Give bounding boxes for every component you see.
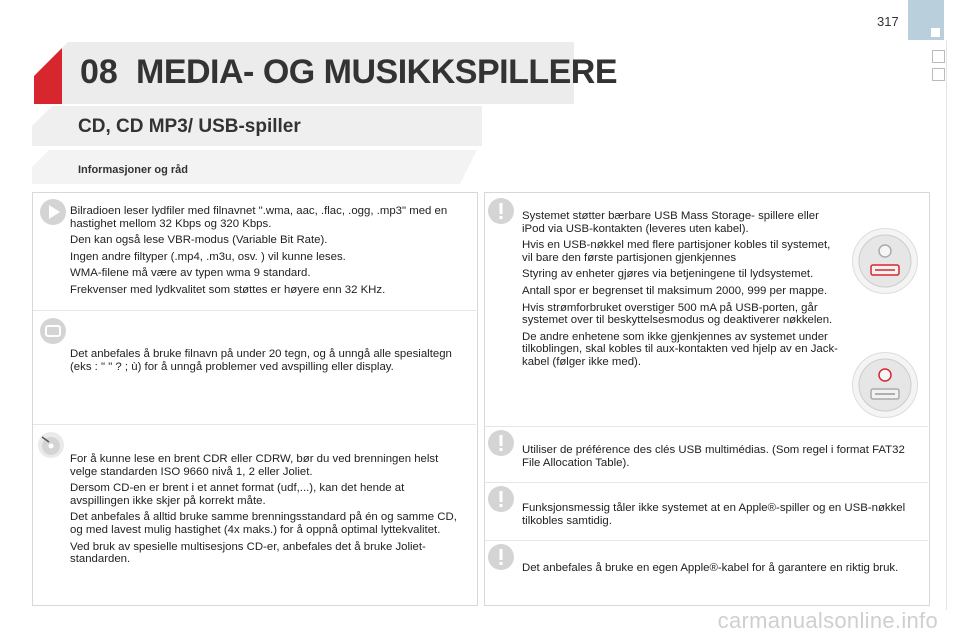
page-number: 317 [877, 14, 899, 29]
info-block-usb-format [522, 444, 918, 473]
page-edge-rule [946, 40, 947, 610]
chapter-number: 08 [80, 53, 118, 91]
paragraph: De andre enhetene som ikke gjenkjennes av systemet under tilkoblingen, skal kobles til aux-kontakten ved hjelp av en Jack-kabel (følger ikke med). [522, 330, 838, 368]
paragraph: WMA-filene må være av typen wma 9 standard. [70, 267, 311, 280]
chapter-title: MEDIA- OG MUSIKKSPILLERE [136, 53, 618, 91]
paragraph: Utiliser de préférence des clés USB multimédias. (Som regel i format FAT32 File Allocation Table). [522, 444, 905, 469]
tab-square [931, 28, 940, 37]
paragraph: Dersom CD-en er brent i et annet format (udf,...), kan det hende at avspillingen ikke skjer på korrekt måte. [70, 482, 405, 507]
paragraph: Frekvenser med lydkvalitet som støttes er høyere enn 32 KHz. [70, 283, 386, 296]
info-block-apple-usb-conflict [522, 502, 918, 531]
block-divider [33, 310, 476, 311]
side-marker-box [932, 68, 945, 81]
block-divider [485, 482, 928, 483]
disc-icon [38, 432, 64, 458]
paragraph: Systemet støtter bærbare USB Mass Storage- spillere eller iPod via USB-kontakten (leveres uten kabel). [522, 210, 819, 235]
paragraph: Bilradioen leser lydfiler med filnavnet ".wma, aac, .flac, .ogg, .mp3" med en hastighet mellom 32 Kbps og 320 Kbps. [70, 205, 448, 230]
paragraph: Styring av enheter gjøres via betjeningene til lydsystemet. [522, 268, 814, 281]
paragraph: Funksjonsmessig tåler ikke systemet at en Apple®-spiller og en USB-nøkkel tilkobles samtidig. [522, 502, 906, 527]
info-block-usb-support [522, 210, 840, 373]
paragraph: Hvis en USB-nøkkel med flere partisjoner kobles til systemet, vil bare den første partisjonen gjenkjennes [522, 239, 831, 264]
paragraph: Hvis strømforbruket overstiger 500 mA på USB-porten, går systemet over til beskyttelsesmodus og deaktiverer nøkkelen. [522, 301, 833, 327]
subsection-title: Informasjoner og råd [78, 164, 189, 176]
chapter-tab [908, 0, 944, 40]
warning-icon [488, 544, 514, 570]
paragraph: Antall spor er begrenset til maksimum 2000, 999 per mappe. [522, 284, 828, 297]
side-marker-box [932, 50, 945, 63]
warning-icon [488, 486, 514, 512]
paragraph: Den kan også lese VBR-modus (Variable Bit Rate). [70, 234, 328, 247]
play-triangle-icon [40, 199, 66, 225]
usb-port-illustration [852, 228, 918, 294]
paragraph: Ved bruk av spesielle multisesjons CD-er, anbefales det å bruke Joliet-standarden. [70, 540, 426, 566]
paragraph: Ingen andre filtyper (.mp4, .m3u, osv. ) vil kunne leses. [70, 250, 346, 263]
block-divider [485, 426, 928, 427]
paragraph: Det anbefales å bruke en egen Apple®-kabel for å garantere en riktig bruk. [522, 562, 899, 574]
info-block-file-formats [70, 205, 466, 301]
warning-icon [488, 430, 514, 456]
aux-port-illustration [852, 352, 918, 418]
watermark: carmanualsonline.info [717, 608, 938, 633]
block-divider [485, 540, 928, 541]
paragraph: Det anbefales å alltid bruke samme brenningsstandard på én og samme CD, og med lavest mulig hastighet (4x maks.) for å oppnå optimal lyttekvalitet. [70, 511, 457, 536]
info-block-cd-burning [70, 453, 466, 570]
section-title: CD, CD MP3/ USB-spiller [78, 116, 301, 137]
info-block-filenames [70, 348, 466, 377]
screen-icon [40, 318, 66, 344]
paragraph: For å kunne lese en brent CDR eller CDRW, bør du ved brenningen helst velge standarden ISO 9660 nivå 1, 2 eller Joliet. [70, 453, 439, 478]
block-divider [33, 424, 476, 425]
paragraph: Det anbefales å bruke filnavn på under 20 tegn, og å unngå alle spesialtegn (eks : " " ? ; ù) for å unngå problemer ved avspilling eller display. [70, 348, 452, 373]
info-block-apple-cable [522, 562, 918, 579]
warning-icon [488, 198, 514, 224]
